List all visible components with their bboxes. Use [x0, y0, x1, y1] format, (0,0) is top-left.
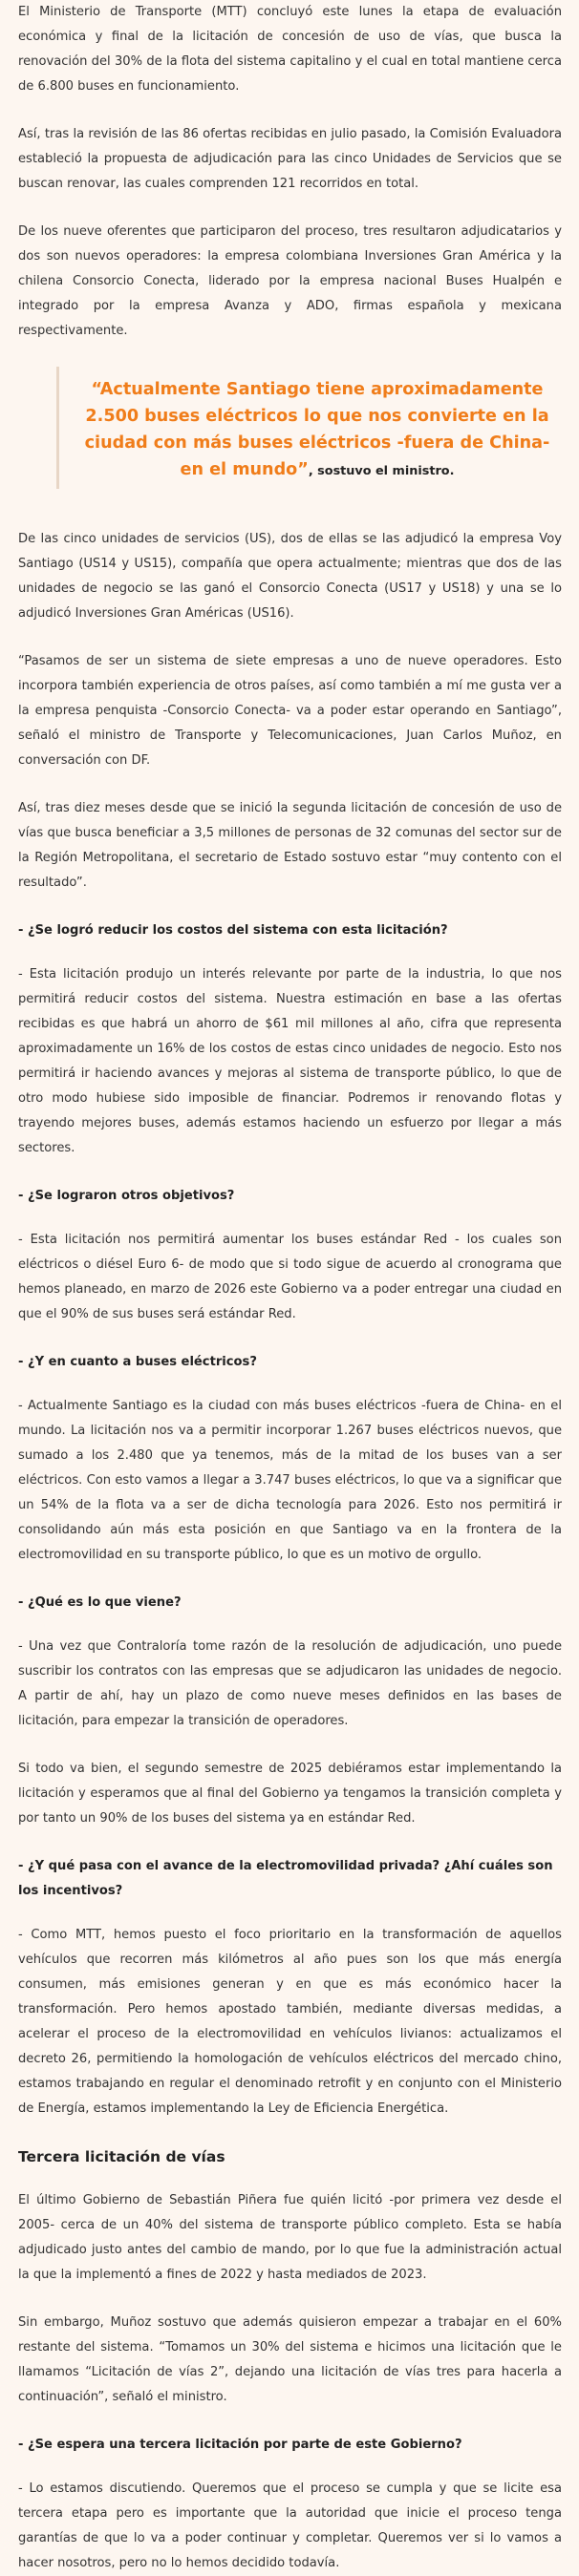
interview-answer-private-electromobility: - Como MTT, hemos puesto el foco prioritario en la transformación de aquellos vehículos que recorren más kilómetros al año pues son los que más energía consumen, más emisiones generan y en que es más económico hacer la transformación. Pero hemos apostado también, mediante diversas medidas, a acelerar el proceso de la electromovilidad en vehículos livianos: actualizamos el decreto 26, permitiendo la homologación de vehículos eléctricos del mercado chino, estamos trabajando en regular el denominado retrofit y en conjunto con el Ministerio de Energía, estamos implementando la Ley de Eficiencia Energética. [18, 1928, 562, 2116]
interview-answer-electric-buses: - Actualmente Santiago es la ciudad con más buses eléctricos -fuera de China- en el mundo. La licitación nos va a permitir incorporar 1.267 buses eléctricos nuevos, que sumado a los 2.480 que ya tenemos, más de la mitad de los buses van a ser eléctricos. Con esto vamos a llegar a 3.747 buses eléctricos, lo que va a significar que un 54% de la flota va a ser de dicha tecnología para 2026. Esto nos permitirá ir consolidando aún más esta posición en que Santiago va en la frontera de la electromovilidad en su transporte público, lo que es un motivo de orgullo. [18, 1399, 562, 1562]
paragraph-bidders: De los nueve oferentes que participaron del proceso, tres resultaron adjudicatarios y dos son nuevos operadores: la empresa colombiana Inversiones Gran América y la chilena Consorcio Conecta, liderado por la empresa nacional Buses Hualpén e integrado por la empresa Avanza y ADO, firmas española y mexicana respectivamente. [18, 224, 562, 338]
paragraph-context: Así, tras diez meses desde que se inició la segunda licitación de concesión de uso de vías que busca beneficiar a 3,5 millones de personas de 32 comunas del sector sur de la Región Metropolitana, el secretario de Estado sostuvo estar “muy contento con el resultado”. [18, 801, 562, 890]
paragraph-pinera: El último Gobierno de Sebastián Piñera fue quién licitó -por primera vez desde el 2005- cerca de un 40% del sistema de transporte público completo. Esta se había adjudicado justo antes del cambio de mando, por lo que fue la administración actual la que la implementó a fines de 2022 y hasta mediados de 2023. [18, 2193, 562, 2282]
paragraph-units: De las cinco unidades de servicios (US), dos de ellas se las adjudicó la empresa Voy Santiago (US14 y US15), compañía que opera actualmente; mientras que dos de las unidades de negocio se las ganó el Consorcio Conecta (US17 y US18) y una se lo adjudicó Inversiones Gran Américas (US16). [18, 532, 562, 621]
pull-quote-attribution: , sostuvo el ministro. [308, 464, 455, 478]
paragraph-offers: Así, tras la revisión de las 86 ofertas recibidas en julio pasado, la Comisión Evaluadora estableció la propuesta de adjudicación para las cinco Unidades de Servicios que se buscan renovar, las cuales comprenden 121 recorridos en total. [18, 127, 562, 191]
interview-question-next-steps: - ¿Qué es lo que viene? [18, 1595, 182, 1610]
paragraph-intro: El Ministerio de Transporte (MTT) concluyó este lunes la etapa de evaluación económica y final de la licitación de concesión de uso de vías, que busca la renovación del 30% de la flota del sistema capitalino y el cual en total mantiene cerca de 6.800 buses en funcionamiento. [18, 5, 562, 94]
interview-answer-objectives: - Esta licitación nos permitirá aumentar los buses estándar Red - los cuales son eléctricos o diésel Euro 6- de modo que si todo sigue de acuerdo al cronograma que hemos planeado, en marzo de 2026 este Gobierno va a poder entregar una ciudad en que el 90% de sus buses será estándar Red. [18, 1233, 562, 1321]
interview-answer-next-steps: - Una vez que Contraloría tome razón de la resolución de adjudicación, uno puede suscribir los contratos con las empresas que se adjudicaron las unidades de negocio. A partir de ahí, hay un plazo de como nueve meses definidos en las bases de licitación, para empezar la transición de operadores. [18, 1639, 562, 1728]
interview-answer-costs: - Esta licitación produjo un interés relevante por parte de la industria, lo que nos permitirá reducir costos del sistema. Nuestra estimación en base a las ofertas recibidas es que habrá un ahorro de $61 mil millones al año, cifra que representa aproximadamente un 16% de los costos de estas cinco unidades de negocio. Esto nos permitirá ir haciendo avances y mejoras al sistema de transporte público, lo que de otro modo hubiese sido imposible de financiar. Podremos ir renovando flotas y trayendo mejores buses, además estamos haciendo un esfuerzo por llegar a más sectores. [18, 967, 562, 1155]
interview-answer-third-tender: - Lo estamos discutiendo. Queremos que el proceso se cumpla y que se licite esa tercera etapa pero es importante que la autoridad que inicie el proceso tenga garantías de que lo va a poder continuar y completar. Queremos ver si lo vamos a hacer nosotros, pero no lo hemos decidido todavía. [18, 2481, 562, 2570]
pull-quote [56, 367, 562, 489]
paragraph-remaining-system: Sin embargo, Muñoz sostuvo que además quisieron empezar a trabajar en el 60% restante del sistema. “Tomamos un 30% del sistema e hicimos una licitación que le llamamos “Licitación de vías 2”, dejando una licitación de vías tres para hacerla a continuación”, señaló el ministro. [18, 2315, 562, 2404]
interview-question-private-electromobility: - ¿Y qué pasa con el avance de la electromovilidad privada? ¿Ahí cuáles son los incentivos? [18, 1859, 553, 1898]
interview-question-costs: - ¿Se logró reducir los costos del sistema con esta licitación? [18, 923, 448, 938]
paragraph-minister-quote: “Pasamos de ser un sistema de siete empresas a uno de nueve operadores. Esto incorpora también experiencia de otros países, así como también a mí me gusta ver a la empresa penquista -Consorcio Conecta- va a poder estar operando en Santiago”, señaló el ministro de Transporte y Telecomunicaciones, Juan Carlos Muñoz, en conversación con DF. [18, 654, 562, 768]
pull-quote-text: “Actualmente Santiago tiene aproximadamente 2.500 buses eléctricos lo que nos convierte en la ciudad con más buses eléctricos -fuera de China- en el mundo” [84, 380, 550, 479]
section-heading: Tercera licitación de vías [18, 2148, 225, 2165]
interview-question-third-tender: - ¿Se espera una tercera licitación por parte de este Gobierno? [18, 2438, 462, 2452]
interview-answer-next-steps-cont: Si todo va bien, el segundo semestre de 2025 debiéramos estar implementando la licitación y esperamos que al final del Gobierno ya tengamos la transición completa y por tanto un 90% de los buses del sistema ya en estándar Red. [18, 1762, 562, 1826]
interview-question-objectives: - ¿Se lograron otros objetivos? [18, 1189, 235, 1203]
interview-question-electric-buses: - ¿Y en cuanto a buses eléctricos? [18, 1355, 257, 1369]
